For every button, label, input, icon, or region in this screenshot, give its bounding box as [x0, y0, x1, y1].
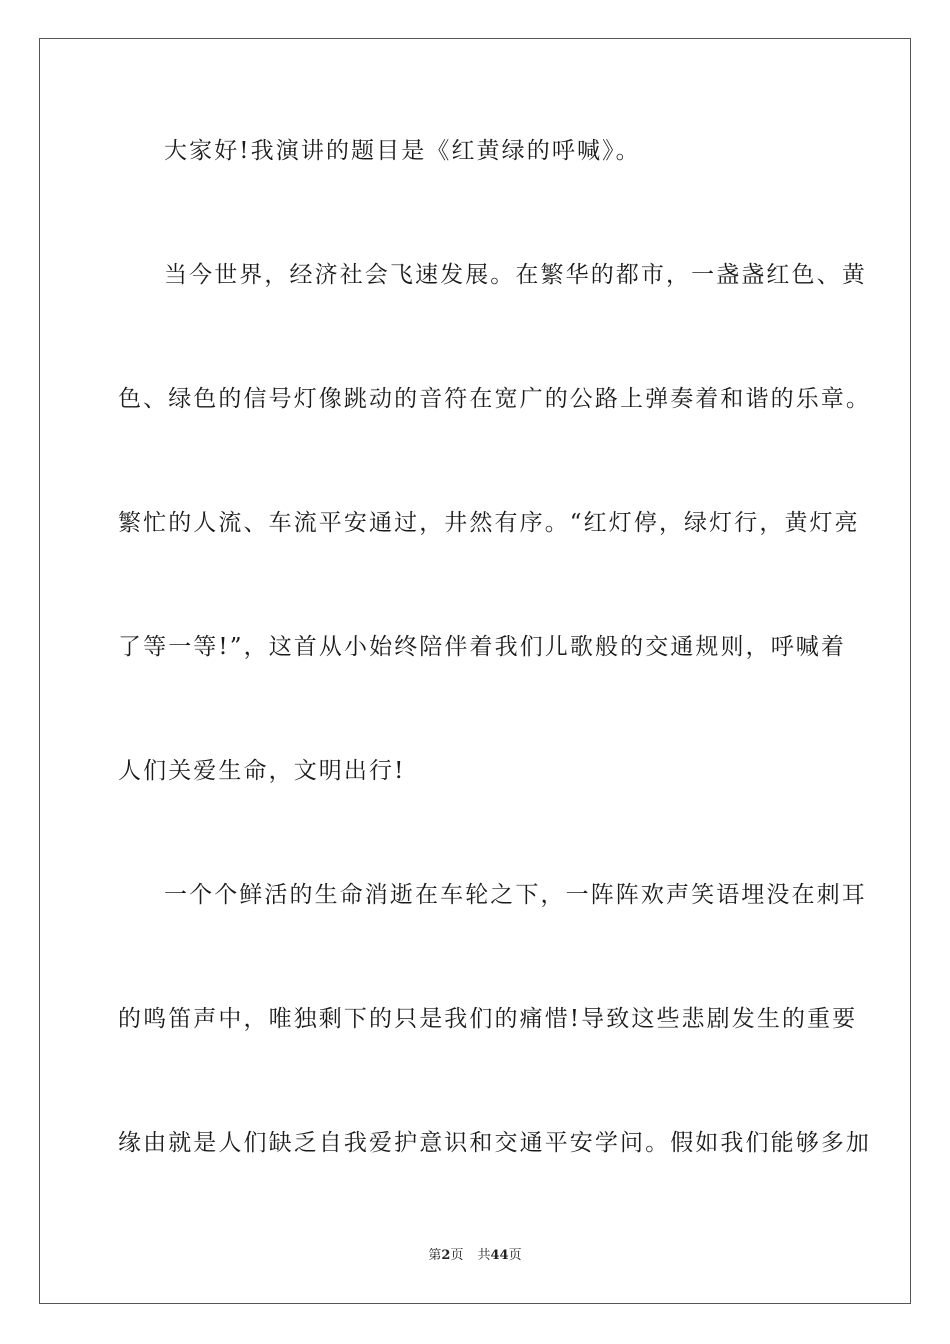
- page-unit: 页: [450, 1248, 464, 1263]
- total-prefix: 共: [477, 1248, 491, 1263]
- total-unit: 页: [508, 1248, 522, 1263]
- page-current: 2: [441, 1248, 451, 1263]
- page-prefix: 第: [428, 1248, 442, 1263]
- paragraph-line: 人们关爱生命，文明出行!: [118, 758, 406, 784]
- paragraph-line: 色、绿色的信号灯像跳动的音符在宽广的公路上弹奏着和谐的乐章。: [118, 386, 871, 412]
- paragraph-line: 繁忙的人流、车流平安通过，井然有序。“红灯停，绿灯行，黄灯亮: [118, 510, 860, 536]
- page-footer: [0, 1247, 950, 1265]
- paragraph-line: 大家好!我演讲的题目是《红黄绿的呼喊》。: [164, 138, 641, 164]
- page-border: [39, 38, 911, 1304]
- paragraph-line: 一个个鲜活的生命消逝在车轮之下，一阵阵欢声笑语埋没在刺耳: [164, 882, 867, 908]
- paragraph-line: 的鸣笛声中，唯独剩下的只是我们的痛惜!导致这些悲剧发生的重要: [118, 1006, 858, 1032]
- page-total: 44: [490, 1248, 509, 1263]
- paragraph-line: 缘由就是人们缺乏自我爱护意识和交通平安学问。假如我们能够多加: [118, 1130, 871, 1156]
- paragraph-line: 了等一等!”，这首从小始终陪伴着我们儿歌般的交通规则，呼喊着: [118, 634, 847, 660]
- paragraph-line: 当今世界，经济社会飞速发展。在繁华的都市，一盏盏红色、黄: [164, 262, 867, 288]
